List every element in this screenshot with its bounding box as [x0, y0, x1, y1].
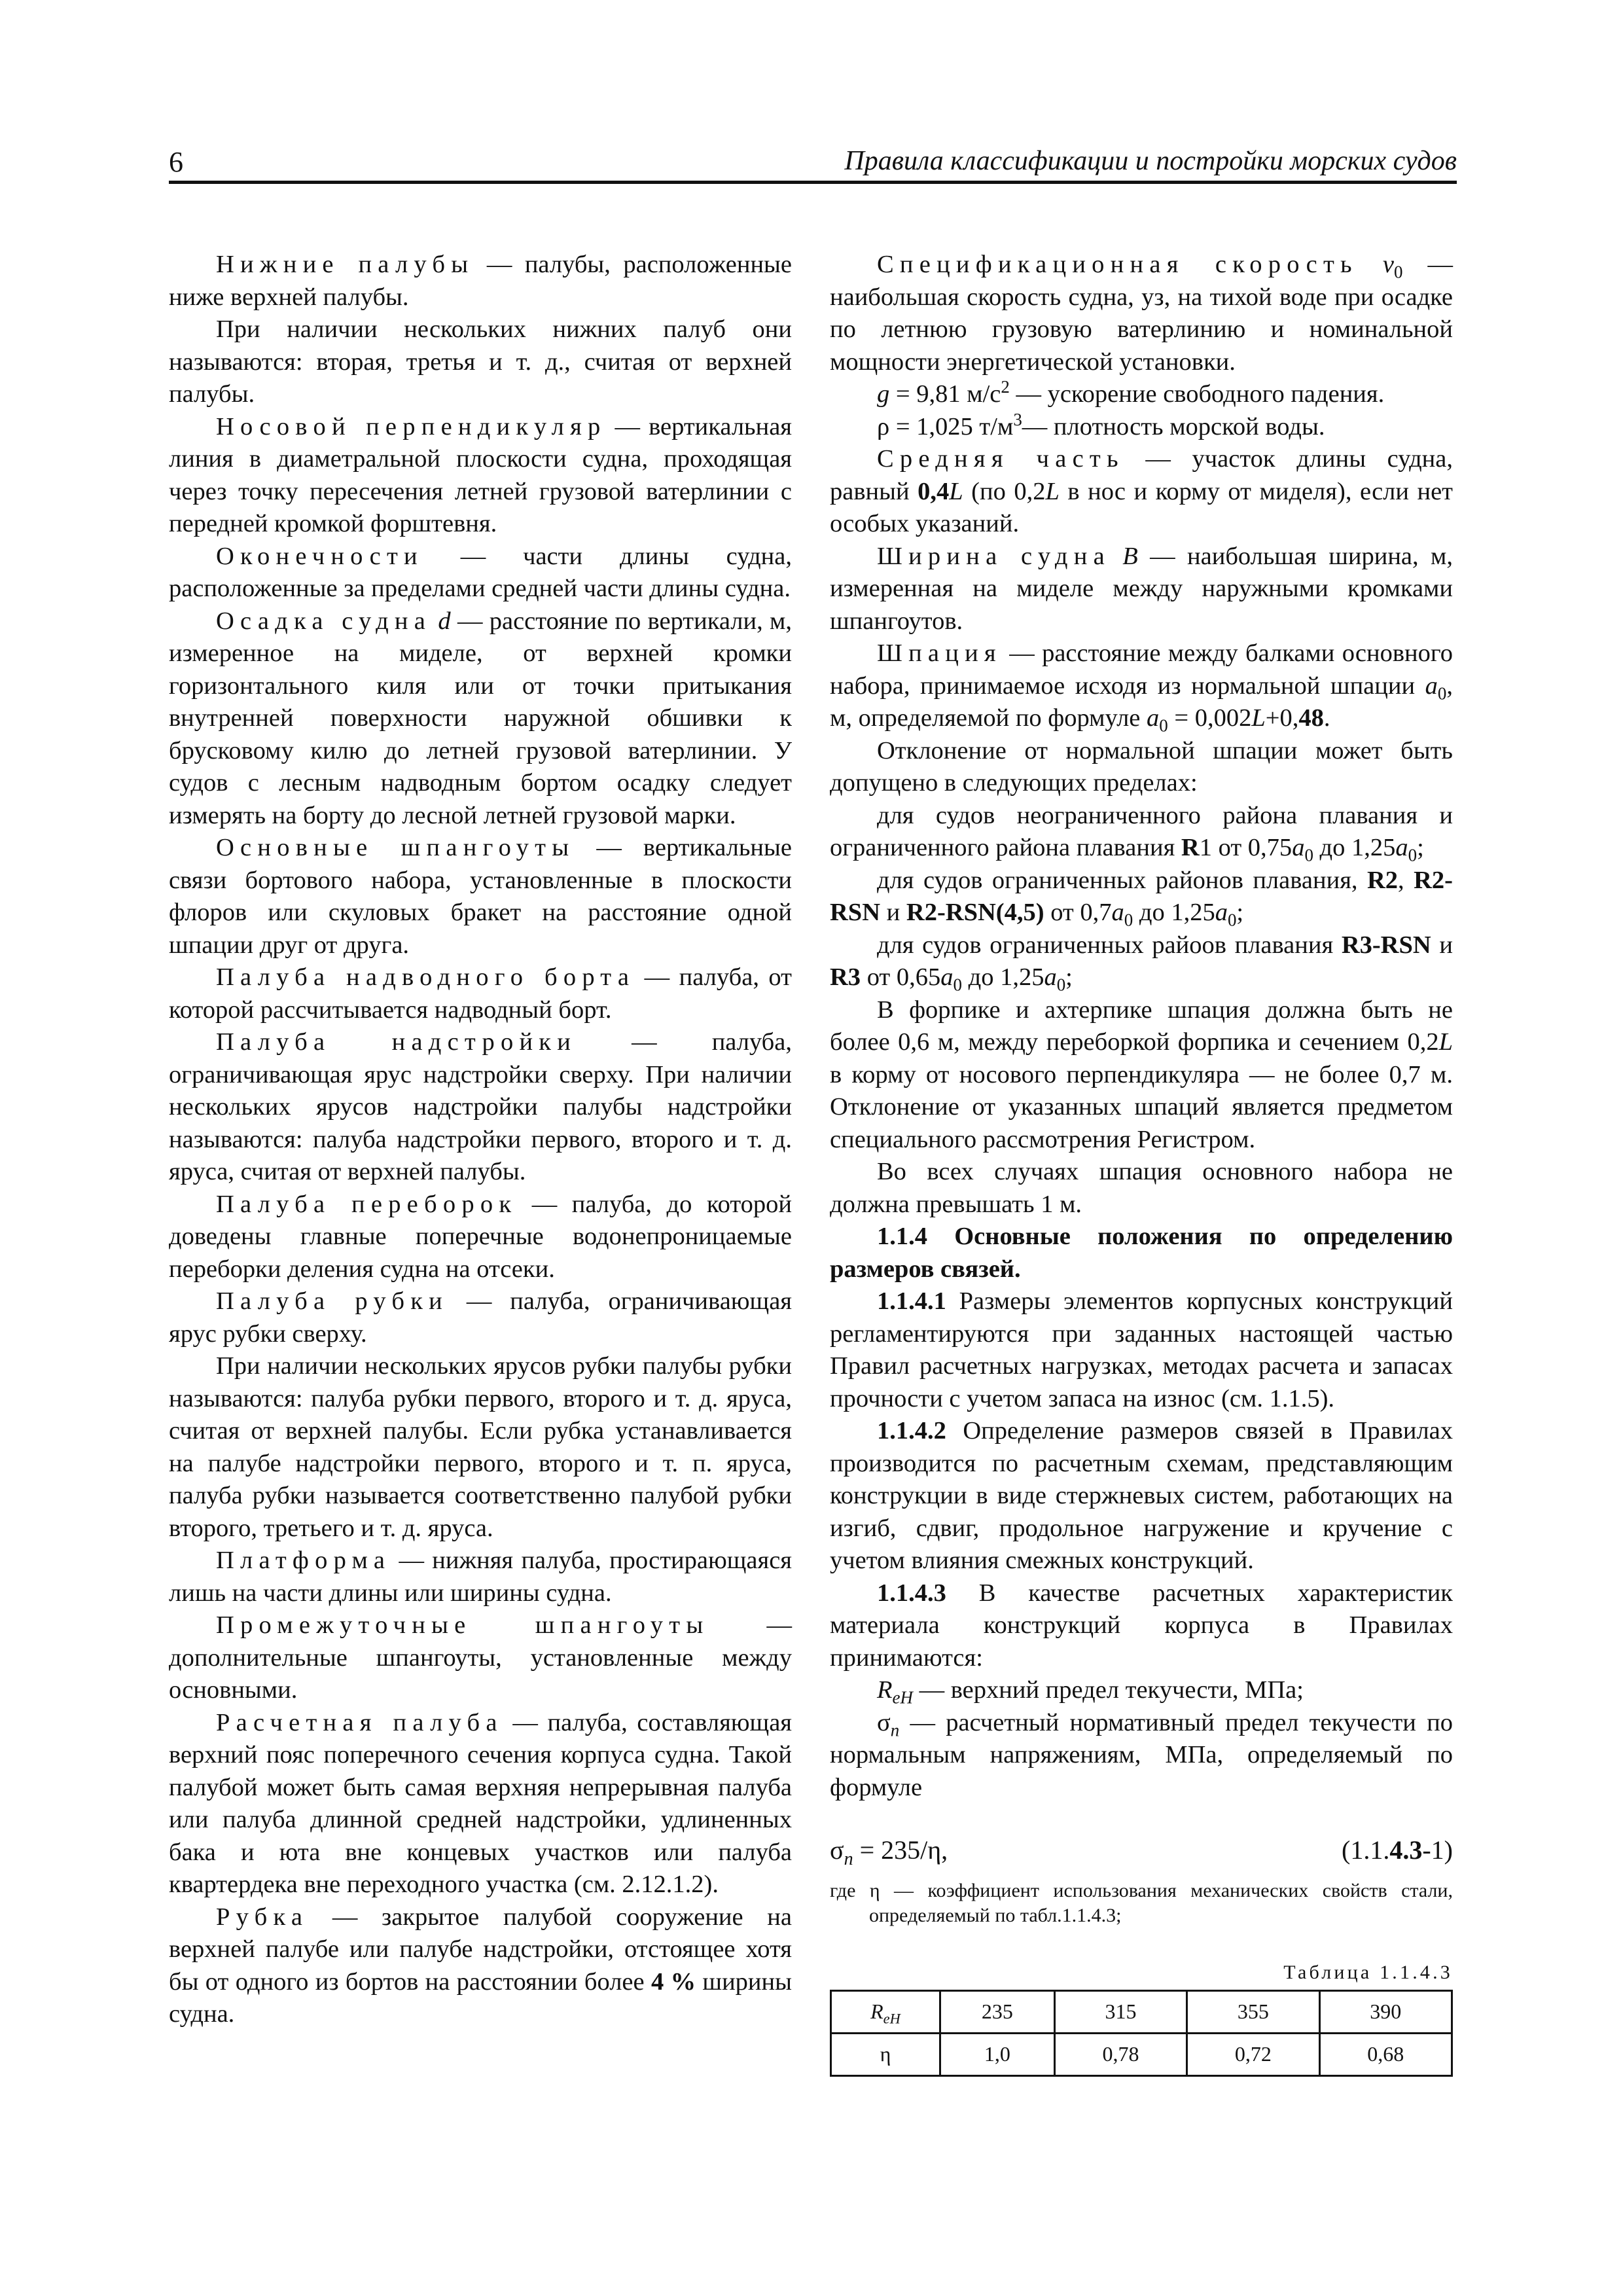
term: Шпация: [877, 639, 1002, 667]
definition-superstructure-deck: Палуба надстройки — палуба, ограничивающая ярус надстройки сверху. При наличии нескольких ярусов надстройки палубы надстройки называются: палуба надстройки первого, второго и т. д. яруса, считая от верхней палубы.: [169, 1028, 792, 1185]
yield-coefficient-table: [830, 1990, 1453, 2077]
definition-lower-decks: Нижние палубы — палубы, расположенные ниже верхней палубы.: [169, 251, 792, 311]
paragraph: При наличии нескольких ярусов рубки палубы рубки называются: палуба рубки первого, второго и т. д. яруса, считая от верхней палубы. Если рубка устанавливается на палубе надстройки первого, второго и т. п. яруса, палуба рубки называется соответственно палубой рубки второго, третьего и т. д. яруса.: [169, 1352, 792, 1542]
definition-breadth: Ширина судна B — наибольшая ширина, м, измеренная на миделе между наружными кромками шпангоутов.: [830, 542, 1453, 635]
right-column: [830, 249, 1453, 2077]
definition-draught: Осадка судна d — расстояние по вертикали, м, измеренное на миделе, от верхней кромки горизонтального киля или от точки притыкания внутренней поверхности наружной обшивки к брусковому килю до летней грузовой ватерлинии. У судов с лесным надводным бортом осадку следует измерять на борту до лесной летней грузовой марки.: [169, 607, 792, 829]
term: Средняя часть: [877, 445, 1124, 473]
table-cell: 355: [1187, 1991, 1319, 2034]
paragraph: Во всех случаях шпация основного набора не должна превышать 1 м.: [830, 1158, 1453, 1218]
term: Палуба надстройки: [216, 1028, 577, 1056]
section-number: 1.1.4: [877, 1223, 927, 1250]
table-cell: 0,72: [1187, 2034, 1319, 2076]
formula: [830, 1820, 1453, 1878]
table-cell: 1,0: [940, 2034, 1054, 2076]
definition-freeboard-deck: Палуба надводного борта — палуба, от которой рассчитывается надводный борт.: [169, 963, 792, 1024]
paragraph: При наличии нескольких нижних палуб они называются: вторая, третья и т. д., считая от верхней палубы.: [169, 315, 792, 408]
paragraph: для судов ограниченных районов плавания, R2, R2-RSN и R2-RSN(4,5) от $0,7a_0$ до $1,25a_0$;: [830, 866, 1453, 930]
page-number: 6: [169, 146, 183, 178]
term: Промежуточные шпангоуты: [216, 1611, 709, 1639]
formula-note: где η — коэффициент использования механических свойств стали, определяемый по табл.1.1.4.3;: [830, 1880, 1453, 1926]
term: Нижние палубы: [216, 251, 474, 278]
header-rule: [169, 181, 1457, 184]
table-row: [831, 1991, 1452, 2034]
definition-main-frames: Основные шпангоуты — вертикальные связи бортового набора, установленные в плоскости флоров или скуловых бракет на расстояние одной шпации друг от друга.: [169, 834, 792, 959]
clause: 1.1.4.2 Определение размеров связей в Правилах производится по расчетным схемам, представляющим конструкции в виде стержневых систем, работающих на изгиб, сдвиг, продольное нагружение и кручение с учетом влияния смежных конструкций.: [830, 1417, 1453, 1574]
definition-platform: Платформа — нижняя палуба, простирающаяся лишь на части длины или ширины судна.: [169, 1547, 792, 1607]
term: Оконечности: [216, 542, 423, 570]
definition-deckhouse: Рубка — закрытое палубой сооружение на верхней палубе или палубе надстройки, отстоящее хотя бы от одного из бортов на расстоянии более 4 % ширины судна.: [169, 1903, 793, 2028]
definition-strength-deck: Расчетная палуба — палуба, составляющая верхний пояс поперечного сечения корпуса судна. Такой палубой может быть самая верхняя непрерывная палуба или палуба длинной средней надстройки, удлиненных бака и юта вне концевых участков или палуба квартердека вне переходного участка (см. 2.12.1.2).: [169, 1708, 792, 1898]
clause: 1.1.4.1 Размеры элементов корпусных конструкций регламентируются при заданных настоящей частью Правил расчетных нагрузках, методах расчета и запасах прочности с учетом запаса на износ (см. 1.1.5).: [830, 1287, 1453, 1412]
table-cell: 315: [1054, 1991, 1186, 2034]
table-caption: Таблица 1.1.4.3: [1283, 1962, 1453, 1983]
clause-number: 1.1.4.3: [877, 1579, 946, 1607]
table-row-label: $R_{eH}$: [831, 1991, 940, 2034]
definition-spacing: Шпация — расстояние между балками основного набора, принимаемое исходя из нормальной шпации $a_0$, м, определяемой по формуле $a_0 = 0,002L+0,48$.: [830, 639, 1453, 736]
definition-contract-speed: Спецификационная скорость $v_0$ — наибольшая скорость судна, уз, на тихой воде при осадке по летнюю грузовую ватерлинию и номинальной мощности энергетической установки.: [830, 251, 1454, 376]
term: Платформа: [216, 1547, 391, 1574]
definition-ends: Оконечности — части длины судна, расположенные за пределами средней части длины судна.: [169, 542, 792, 602]
table-cell: 235: [940, 1991, 1054, 2034]
clause-number: 1.1.4.1: [877, 1287, 946, 1315]
paragraph: для судов неограниченного района плавания и ограниченного района плавания R1 от $0,75a_0$ до $1,25a_0$;: [830, 801, 1453, 865]
section-heading: 1.1.4 Основные положения по определению размеров связей.: [830, 1223, 1453, 1283]
table-cell: 390: [1319, 1991, 1452, 2034]
definition-forward-perpendicular: Носовой перпендикуляр — вертикальная линия в диаметральной плоскости судна, проходящая через точку пересечения летней грузовой ватерлинии с передней кромкой форштевня.: [169, 412, 792, 537]
clause: 1.1.4.3 В качестве расчетных характеристик материала конструкций корпуса в Правилах принимаются:: [830, 1579, 1453, 1672]
table-row-label: η: [831, 2034, 940, 2076]
symbol: d: [438, 607, 451, 635]
term: Осадка судна: [216, 607, 432, 635]
definition-density: ρ = 1,025 $т/м^3—$ плотность морской воды.: [877, 409, 1325, 440]
left-column: [169, 249, 792, 2031]
term: Расчетная палуба: [216, 1708, 503, 1736]
paragraph: В форпике и ахтерпике шпация должна быть не более 0,6 м, между переборкой форпика и сечением 0,2L в корму от носового перпендикуляра — не более 0,7 м. Отклонение от указанных шпаций является предметом специального рассмотрения Регистром.: [830, 996, 1453, 1153]
formula-expression: $\sigma_n = 235/\eta$,: [830, 1835, 948, 1869]
definition-deckhouse-deck: Палуба рубки — палуба, ограничивающая ярус рубки сверху.: [169, 1287, 792, 1348]
table-cell: 0,78: [1054, 2034, 1186, 2076]
paragraph: $\sigma_n$ — расчетный нормативный предел текучести по нормальным напряжениям, МПа, определяемый по формуле: [830, 1708, 1453, 1801]
definition-midship-part: Средняя часть — участок длины судна, равный 0,4L (по 0,2L в нос и корму от миделя), если нет особых указаний.: [830, 445, 1453, 537]
term: Основные шпангоуты: [216, 834, 575, 861]
term: Рубка: [216, 1903, 309, 1931]
term: Палуба переборок: [216, 1190, 518, 1218]
paragraph: Отклонение от нормальной шпации может быть допущено в следующих пределах:: [830, 736, 1453, 797]
term: Спецификационная скорость: [877, 251, 1358, 278]
page-header: [169, 145, 1457, 179]
term: Ширина судна: [877, 542, 1111, 570]
definition-gravity: g = 9,81 $м/с^2$ — ускорение свободного падения.: [877, 377, 1385, 408]
running-title: Правила классификации и постройки морских судов: [844, 146, 1457, 176]
table-row: [831, 2034, 1452, 2076]
paragraph: $R_{eH}$ — верхний предел текучести, МПа;: [877, 1676, 1304, 1708]
table-cell: 0,68: [1319, 2034, 1452, 2076]
term: Носовой перпендикуляр: [216, 412, 607, 440]
paragraph: для судов ограниченных райоов плавания R3-RSN и R3 от $0,65a_0$ до $1,25a_0$;: [830, 931, 1453, 995]
term: Палуба надводного борта: [216, 963, 635, 991]
definition-bulkhead-deck: Палуба переборок — палуба, до которой доведены главные поперечные водонепроницаемые переборки деления судна на отсеки.: [169, 1190, 792, 1283]
clause-number: 1.1.4.2: [877, 1417, 946, 1444]
term: Палуба рубки: [216, 1287, 449, 1315]
formula-number: (1.1.4.3-1): [1342, 1835, 1453, 1865]
definition-intermediate-frames: Промежуточные шпангоуты — дополнительные шпангоуты, установленные между основными.: [169, 1611, 793, 1704]
